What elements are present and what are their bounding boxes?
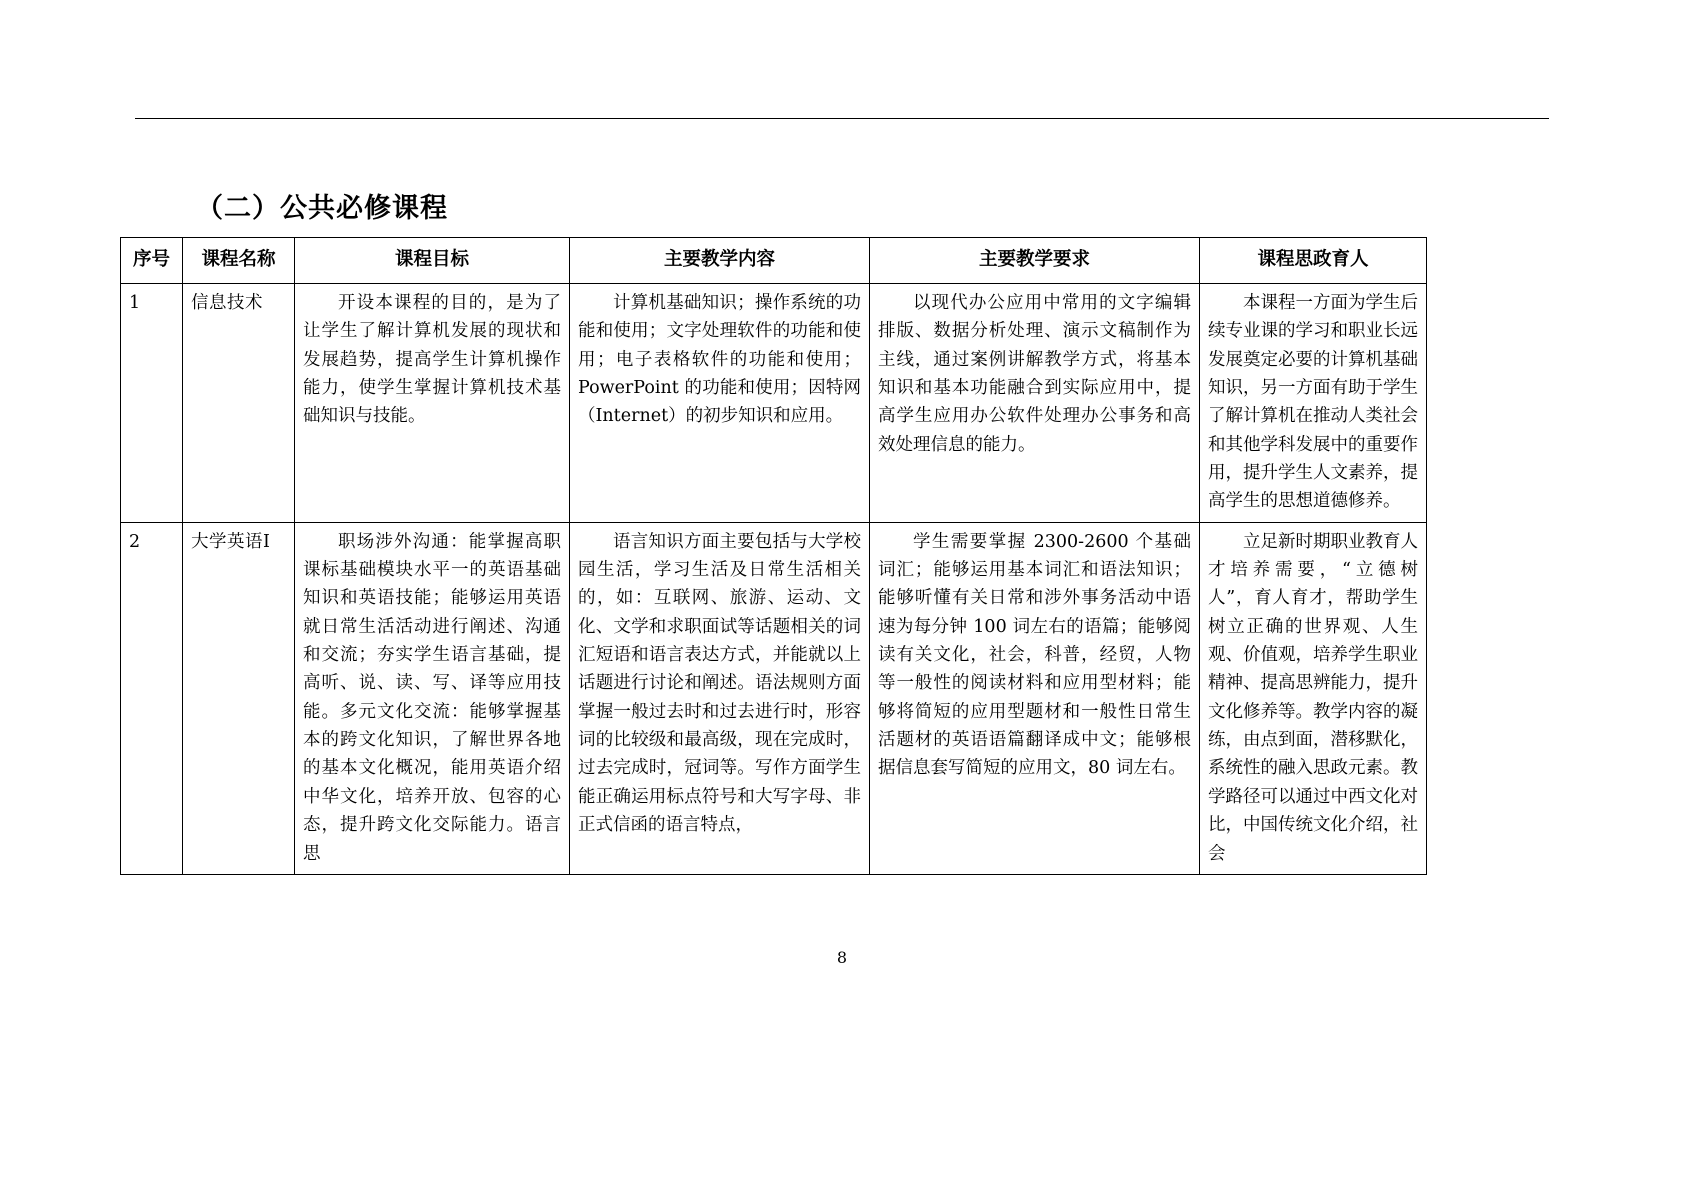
- cell-requirements-text: 以现代办公应用中常用的文字编辑排版、数据分析处理、演示文稿制作为主线，通过案例讲解教学方式，将基本知识和基本功能融合到实际应用中，提高学生应用办公软件处理办公事务和高效处理信息的能力。: [878, 292, 1191, 455]
- table-row: [121, 283, 1427, 522]
- cell-ideology: [1200, 283, 1427, 522]
- cell-ideology: [1200, 522, 1427, 874]
- column-header-ideology: 课程思政育人: [1200, 238, 1427, 284]
- column-header-index: 序号: [121, 238, 183, 284]
- cell-content: [570, 283, 870, 522]
- column-header-content: 主要教学内容: [570, 238, 870, 284]
- cell-content: [570, 522, 870, 874]
- cell-content-text: 计算机基础知识；操作系统的功能和使用；文字处理软件的功能和使用；电子表格软件的功能和使用；PowerPoint 的功能和使用；因特网（Internet）的初步知识和应用。: [578, 292, 861, 427]
- cell-objective-text: 职场涉外沟通：能掌握高职课标基础模块水平一的英语基础知识和英语技能；能够运用英语就日常生活活动进行阐述、沟通和交流；夯实学生语言基础，提高听、说、读、写、译等应用技能。多元文化交流：能够掌握基本的跨文化知识，了解世界各地的基本文化概况，能用英语介绍中华文化，培养开放、包容的心态，提升跨文化交际能力。语言思: [303, 531, 561, 864]
- table-row: [121, 522, 1427, 874]
- cell-course-name: 信息技术: [183, 283, 295, 522]
- course-table: [120, 237, 1427, 875]
- cell-content-text: 语言知识方面主要包括与大学校园生活，学习生活及日常生活相关的，如：互联网、旅游、运动、文化、文学和求职面试等话题相关的词汇短语和语言表达方式，并能就以上话题进行讨论和阐述。语法规则方面掌握一般过去时和过去进行时，形容词的比较级和最高级，现在完成时，过去完成时，冠词等。写作方面学生能正确运用标点符号和大写字母、非正式信函的语言特点，: [578, 531, 861, 836]
- table-header-row: [121, 238, 1427, 284]
- cell-requirements: [870, 283, 1200, 522]
- cell-requirements-text: 学生需要掌握 2300-2600 个基础词汇；能够运用基本词汇和语法知识；能够听懂有关日常和涉外事务活动中语速为每分钟 100 词左右的语篇；能够阅读有关文化，社会，科普，经贸，人物等一般性的阅读材料和应用型材料；能够将简短的应用型题材和一般性日常生活题材的英语语篇翻译成中文；能够根据信息套写简短的应用文，80 词左右。: [878, 531, 1191, 779]
- column-header-objective: 课程目标: [295, 238, 570, 284]
- column-header-course-name: 课程名称: [183, 238, 295, 284]
- cell-objective: [295, 283, 570, 522]
- cell-ideology-text: 本课程一方面为学生后续专业课的学习和职业长远发展奠定必要的计算机基础知识，另一方面有助于学生了解计算机在推动人类社会和其他学科发展中的重要作用，提升学生人文素养，提高学生的思想道德修养。: [1208, 292, 1418, 512]
- page-number: 8: [836, 948, 848, 967]
- section-heading: （二）公共必修课程: [196, 193, 448, 224]
- cell-index: 1: [121, 283, 183, 522]
- cell-index: 2: [121, 522, 183, 874]
- cell-objective: [295, 522, 570, 874]
- cell-ideology-text: 立足新时期职业教育人才培养需要，“立德树人”，育人育才，帮助学生树立正确的世界观、人生观、价值观，培养学生职业精神、提高思辨能力，提升文化修养等。教学内容的凝练，由点到面，潜移默化，系统性的融入思政元素。教学路径可以通过中西文化对比，中国传统文化介绍，社会: [1208, 531, 1418, 864]
- cell-requirements: [870, 522, 1200, 874]
- column-header-requirements: 主要教学要求: [870, 238, 1200, 284]
- cell-objective-text: 开设本课程的目的，是为了让学生了解计算机发展的现状和发展趋势，提高学生计算机操作能力，使学生掌握计算机技术基础知识与技能。: [303, 292, 561, 427]
- cell-course-name: 大学英语Ⅰ: [183, 522, 295, 874]
